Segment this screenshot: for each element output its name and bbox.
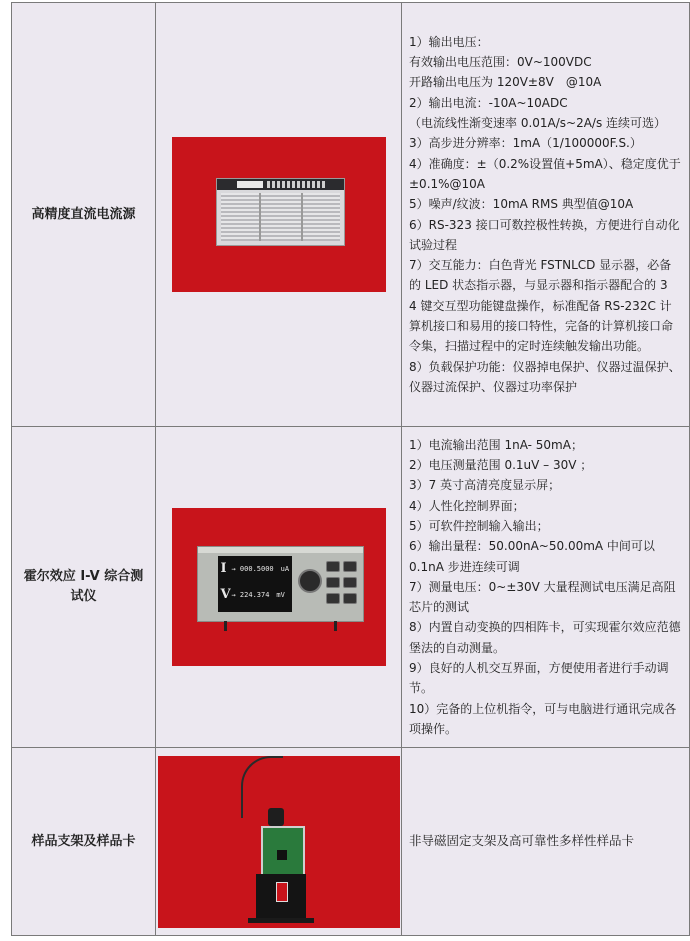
voltage-symbol: V [220,587,231,602]
spec-line: 4）准确度：±（0.2%设置值+5mA）、稳定度优于±0.1%@10A [409,156,681,191]
spec-line: （电流线性渐变速率 0.01A/s~2A/s 连续可选） [409,116,667,131]
current-symbol: I [220,561,227,576]
sample-holder-photo [158,756,400,928]
spec-line: 2）输出电流：-10A~10ADC [409,95,568,110]
spec-list [402,748,690,936]
spec-line: 非导磁固定支架及高可靠性多样性样品卡 [409,833,635,849]
spec-line: 1）电流输出范围 1nA- 50mA； [409,437,583,452]
navigation-pad-icon [298,569,322,593]
spec-line: 1）输出电压： [409,34,489,49]
spec-line: 2）电压测量范围 0.1uV – 30V ； [409,458,593,473]
item-name: 霍尔效应 I-V 综合测试仪 [12,427,156,748]
spec-list [402,3,690,427]
hall-tester-icon [197,546,364,622]
dc-power-supply-photo [172,137,386,292]
spec-line: 3）高步进分辨率：1mA（1/100000F.S.） [409,136,642,151]
spec-line: 7）测量电压：0~±30V 大量程测试电压满足高阻芯片的测试 [409,579,676,615]
spec-table [11,2,690,936]
hall-tester-photo [172,508,386,666]
voltage-reading: → 224.374 mV [231,591,285,599]
photo-cell [156,3,402,427]
spec-line: 10）完备的上位机指令，可与电脑进行通讯完成各项操作。 [409,701,677,736]
spec-line: 8）负载保护功能：仪器掉电保护、仪器过温保护、仪器过流保护、仪器过功率保护 [409,359,681,394]
item-name: 样品支架及样品卡 [12,748,156,936]
photo-cell [156,748,402,936]
spec-line: 6）输出量程：50.00nA~50.00mA 中间可以 0.1nA 步进连续可调 [409,539,655,574]
photo-cell [156,427,402,748]
spec-line: 8）内置自动变换的四相阵卡，可实现霍尔效应范德堡法的自动测量。 [409,620,681,655]
current-reading: → 000.5000 uA [231,565,290,573]
spec-line: 6）RS-323 接口可数控极性转换，方便进行自动化试验过程 [409,217,680,252]
connector-icon [268,808,284,826]
spec-line: 5）噪声/纹波：10mA RMS 典型值@10A [409,197,634,212]
spec-line: 5）可软件控制输入输出； [409,518,549,533]
spec-line: 4）人性化控制界面； [409,498,525,513]
table-row [12,3,690,427]
spec-line: 7）交互能力：白色背光 FSTNLCD 显示器，必备的 LED 状态指示器，与显示器和指示器配合的 3 4 键交互型功能键盘操作，标准配备 RS-232C 计算机接口和易用的接口特性，完备的计算机接口命令集，扫描过程中的定时连续触发输出功能。 [409,258,680,354]
spec-list [402,427,690,748]
spec-line: 开路输出电压为 120V±8V @10A [409,75,602,90]
holder-base-icon [256,874,306,921]
table-row [12,427,690,748]
item-name: 高精度直流电流源 [12,3,156,427]
spec-line: 有效输出电压范围：0V~100VDC [409,55,592,70]
table-row [12,748,690,936]
tester-screen [218,556,292,612]
spec-line: 9）良好的人机交互界面，方便使用者进行手动调节。 [409,661,669,696]
power-supply-icon [216,178,345,246]
spec-line: 3）7 英寸高清亮度显示屏； [409,478,561,493]
